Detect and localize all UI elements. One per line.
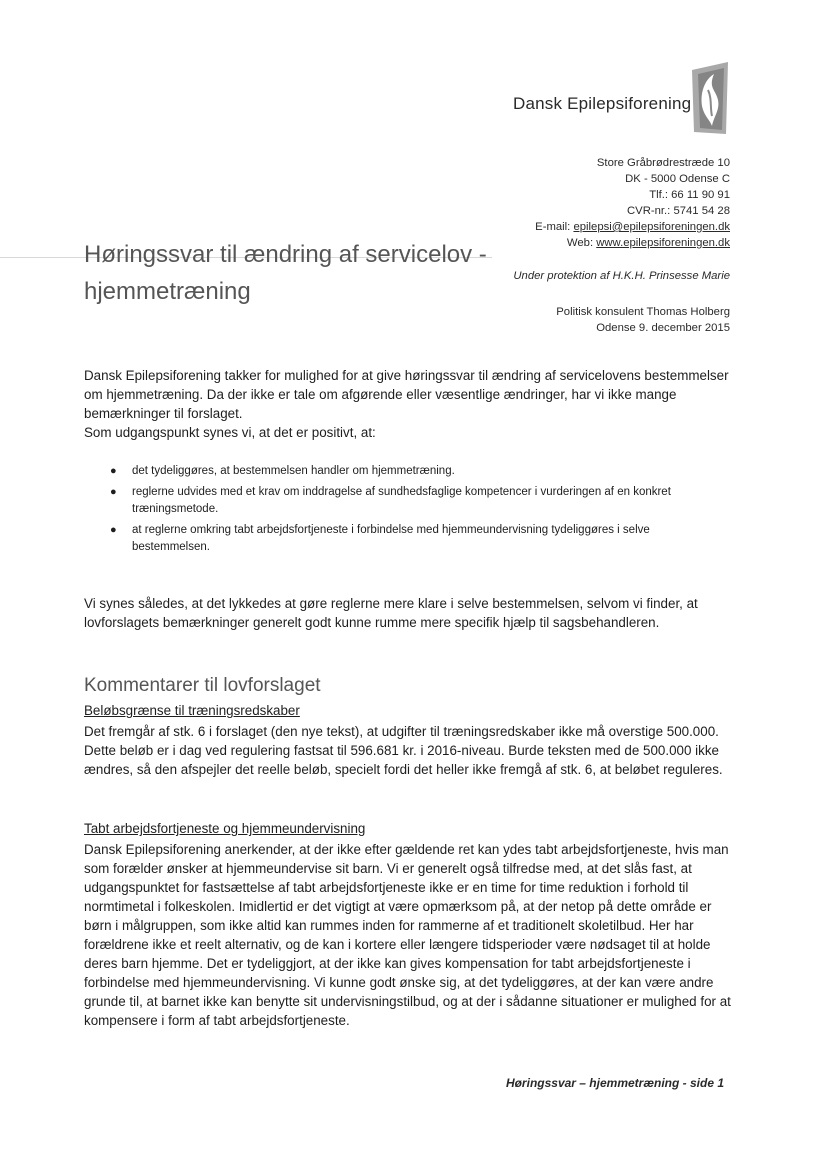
title-line-1: Høringssvar til ændring af servicelov -	[84, 241, 487, 268]
list-item: ● det tydeliggøres, at bestemmelsen handler om hjemmetræning.	[110, 463, 720, 480]
address-line: DK - 5000 Odense C	[625, 173, 730, 185]
list-item: ● reglerne udvides med et krav om inddragelse af sundhedsfaglige kompetencer i vurderingen af en konkret træningsmetode.	[110, 486, 671, 515]
lost-earnings-paragraph: Dansk Epilepsiforening anerkender, at der ikke efter gældende ret kan ydes tabt arbejdsfortjeneste, hvis man som forælder ønsker at hjemmeundervise sit barn. Vi er generelt også tilfredse med, at det slås fast, at udgangspunktet for fastsættelse af tabt arbejdsfortjeneste ikke er en time for time reduktion i forhold til normtimetal i folkeskolen. Imidlertid er det vigtigt at være opmærksom på, at der netop på dette område er børn i målgruppen, som ikke altid kan rummes inden for rammerne af et traditionelt skoletilbud. Her har forældrene ikke et reelt alternativ, og de kan i kortere eller længere tidsperioder være nødsaget til at holde deres barn hjemme. Det er tydeliggjort, at der ikke kan gives kompensation for tabt arbejdsfortjeneste i forbindelse med hjemmeundervisning. Vi kunne godt ønske sig, at det tydeliggøres, at der kan være andre grunde til, at barnet ikke kan benytte sit undervisningstilbud, og at der i sådanne situationer er mulighed for at kompensere i form af tabt arbejdsfortjeneste.	[84, 842, 731, 1028]
cvr-line: CVR-nr.: 5741 54 28	[627, 205, 730, 217]
protection-note: Under protektion af H.K.H. Prinsesse Marie	[513, 270, 730, 282]
contact-block	[535, 155, 730, 251]
letter-date: Odense 9. december 2015	[596, 322, 730, 334]
section-heading: Kommentarer til lovforslaget	[84, 675, 321, 696]
email-line: E-mail: epilepsi@epilepsiforeningen.dk	[535, 221, 730, 233]
list-item: ● at reglerne omkring tabt arbejdsfortjeneste i forbindelse med hjemmeundervisning tydeliggøres i selve bestemmelsen.	[110, 524, 650, 553]
document-title	[84, 236, 487, 310]
organization-name: Dansk Epilepsiforening	[513, 94, 692, 113]
signer-name: Politisk konsulent Thomas Holberg	[556, 306, 730, 318]
amount-limit-paragraph: Det fremgår af stk. 6 i forslaget (den nye tekst), at udgifter til træningsredskaber ikke må overstige 500.000. Dette beløb er i dag ved regulering fastsat til 596.681 kr. i 2016-niveau. Burde teksten med de 500.000 ikke ændres, så den afspejler det reelle beløb, specielt fordi det heller ikke fremgå af stk. 6, at beløbet reguleres.	[84, 724, 723, 777]
address-line: Store Gråbrødrestræde 10	[596, 157, 730, 169]
email-link[interactable]: epilepsi@epilepsiforeningen.dk	[573, 221, 730, 233]
bullet-list	[110, 463, 720, 560]
bullet-icon: ●	[110, 486, 117, 498]
title-line-2: hjemmetræning	[84, 278, 251, 305]
bullet-icon: ●	[110, 524, 117, 536]
web-link[interactable]: www.epilepsiforeningen.dk	[596, 237, 730, 249]
intro-text: Dansk Epilepsiforening takker for mulighed for at give høringssvar til ændring af servicelovens bestemmelser om hjemmetræning. Da der ikke er tale om afgørende eller væsentlige ændringer, har vi ikke mange bemærkninger til forslaget.	[84, 368, 729, 421]
signer-block	[556, 304, 730, 336]
intro-paragraph	[84, 366, 734, 442]
summary-paragraph: Vi synes således, at det lykkedes at gøre reglerne mere klare i selve bestemmelsen, selvom vi finder, at lovforslagets bemærkninger generelt godt kunne rumme mere specifik hjælp til sagsbehandleren.	[84, 596, 698, 630]
subheading-amount-limit: Beløbsgrænse til træningsredskaber	[84, 703, 300, 718]
dansk-epilepsiforening-logo-icon	[688, 60, 732, 138]
subheading-lost-earnings: Tabt arbejdsfortjeneste og hjemmeundervisning	[84, 821, 366, 836]
bullet-icon: ●	[110, 465, 117, 477]
intro-lead-in: Som udgangspunkt synes vi, at det er positivt, at:	[84, 425, 376, 440]
phone-line: Tlf.: 66 11 90 91	[649, 189, 730, 201]
web-line: Web: www.epilepsiforeningen.dk	[566, 237, 730, 249]
page-footer: Høringssvar – hjemmetræning - side 1	[505, 1076, 724, 1090]
